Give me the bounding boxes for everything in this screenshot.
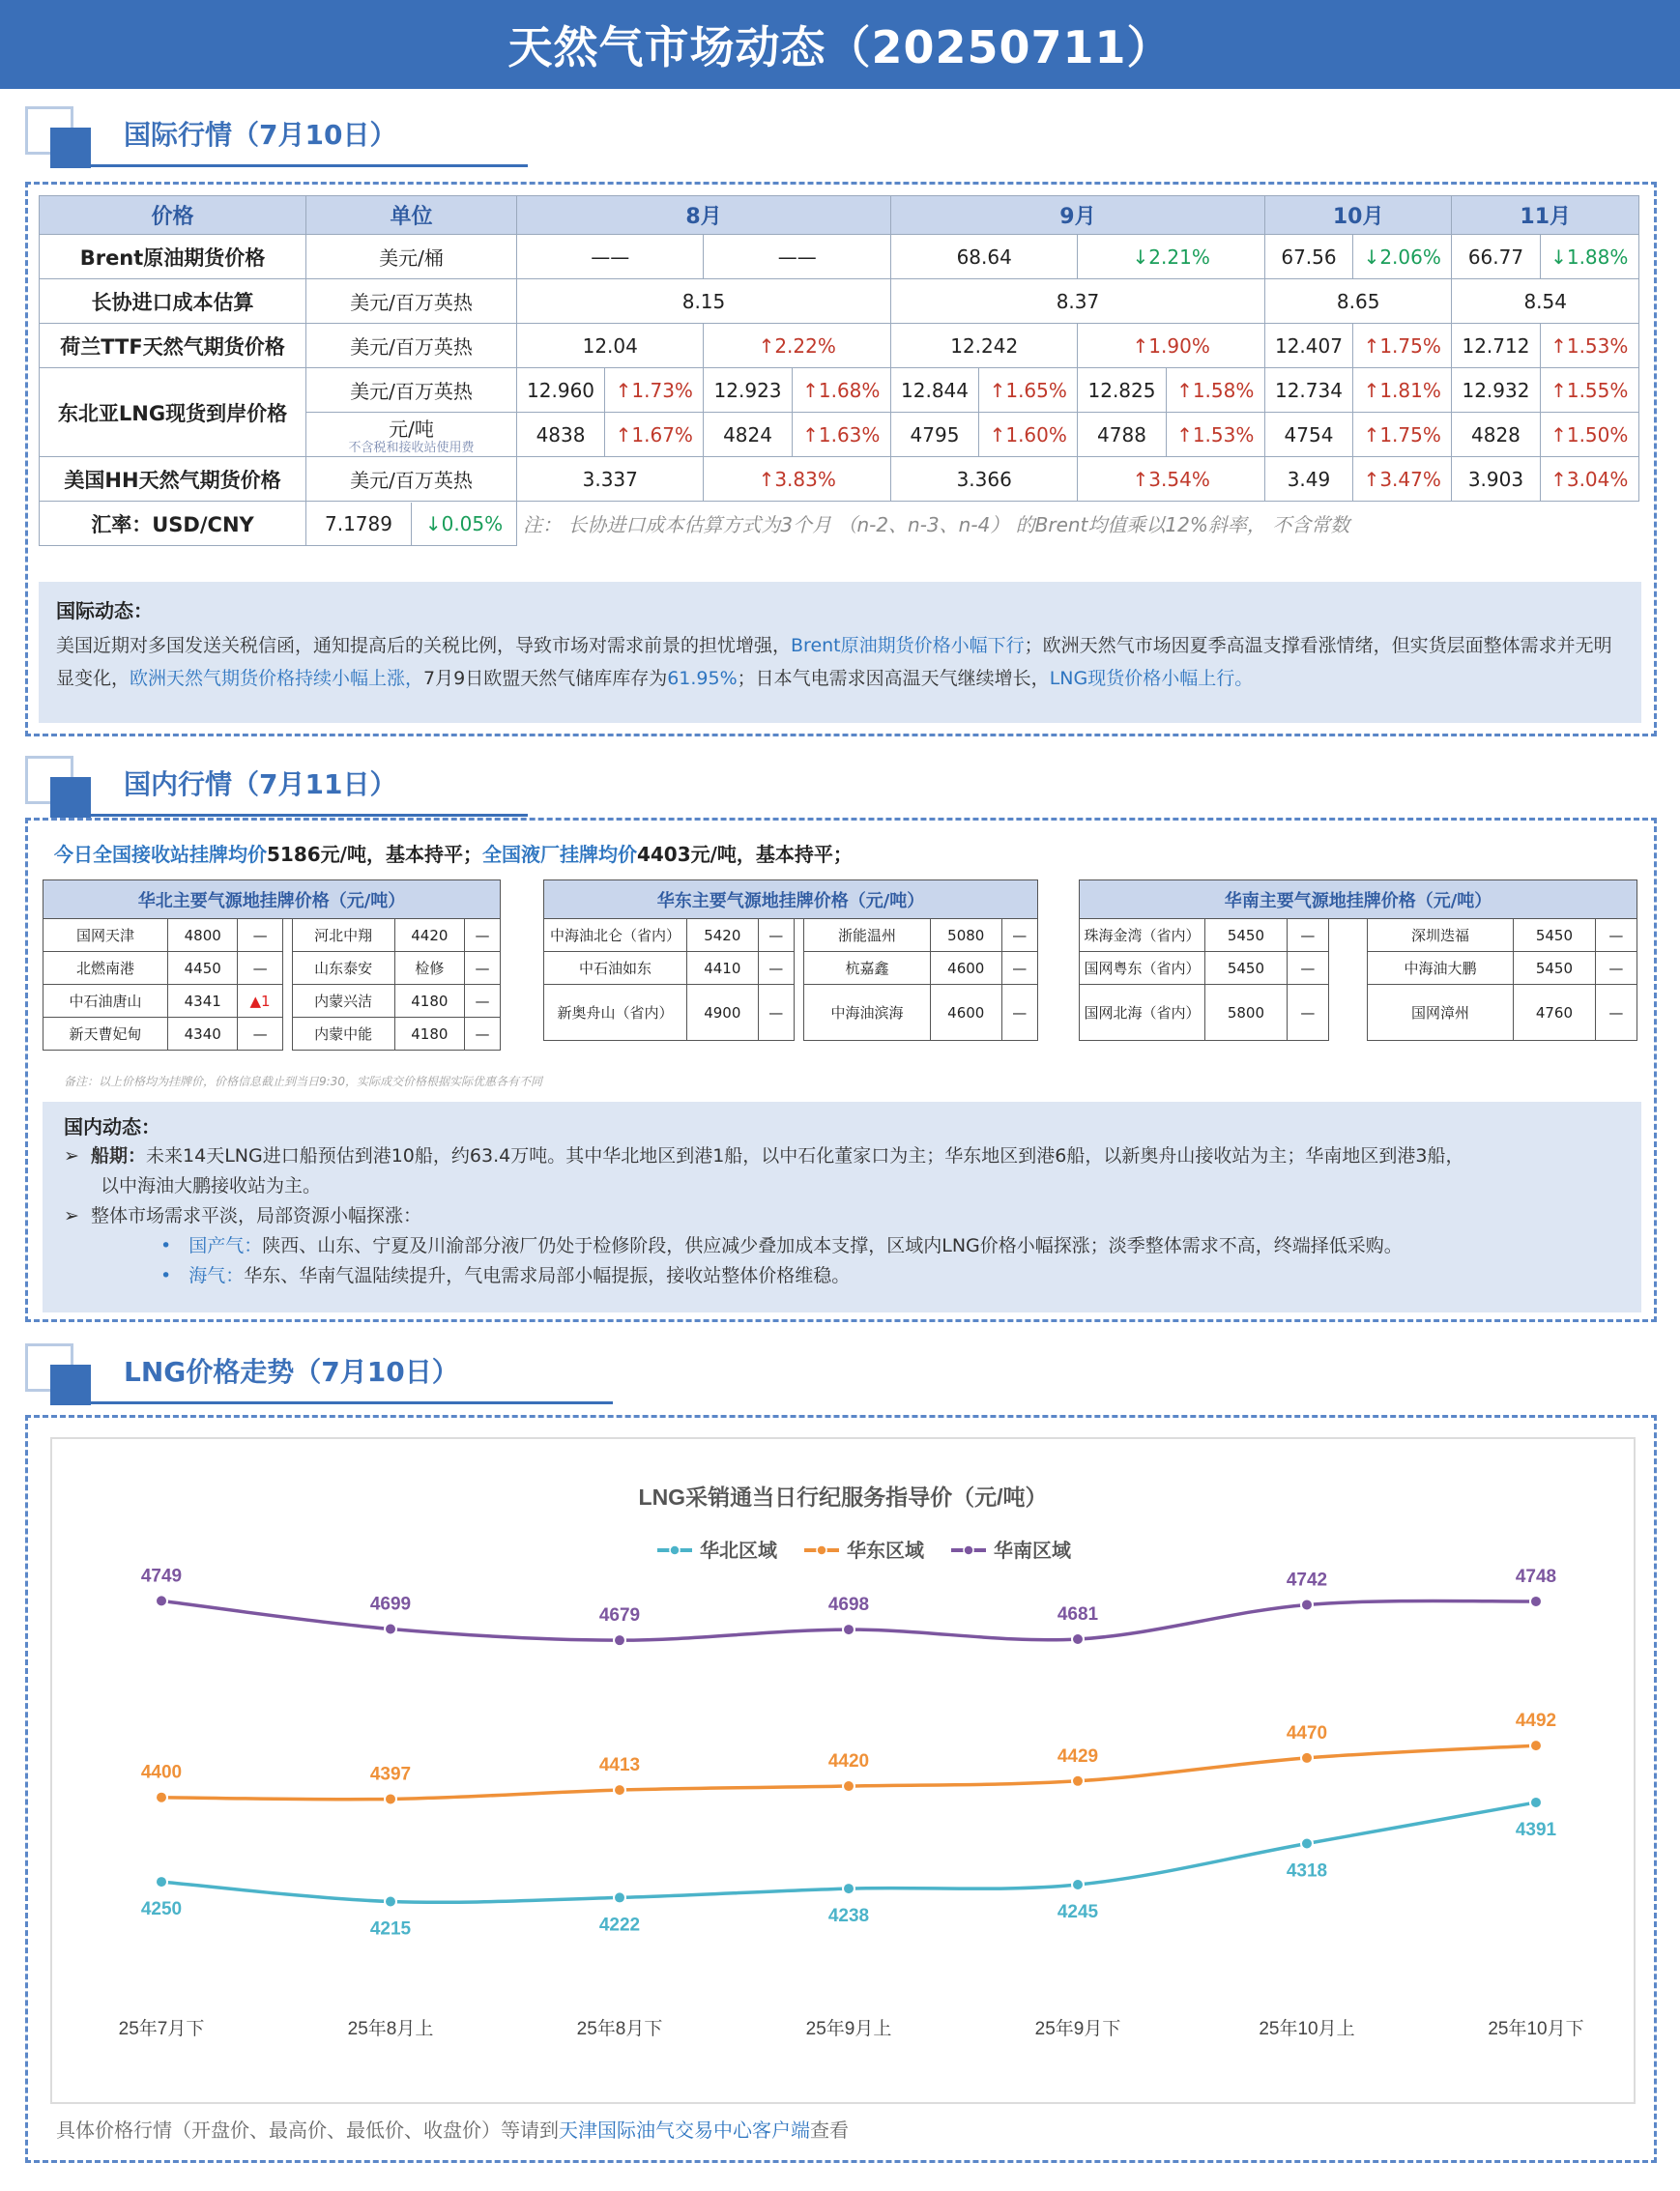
data-point <box>385 1793 396 1804</box>
data-label: 4698 <box>827 1595 870 1616</box>
data-label: 4245 <box>1057 1902 1099 1923</box>
fx-value: 7.1789 <box>306 503 412 545</box>
list-item-sea-gas: • 海气：华东、华南气温陆续提升，气电需求局部小幅提振，接收站整体价格维稳。 <box>160 1265 851 1286</box>
data-label: 4742 <box>1286 1570 1328 1591</box>
col-header-sep: 9月 <box>890 196 1264 235</box>
bottom-note: 具体价格行情（开盘价、最高价、最低价、收盘价）等请到天津国际油气交易中心客户端查看 <box>56 2119 849 2142</box>
x-tick-label: 25年9月上 <box>805 2019 892 2039</box>
table-row-lng-cny: 元/吨 不含税和接收站使用费 4838 ↑1.67% 4824 ↑1.63% 4795 ↑1.60% 4788 ↑1.53% 4754 ↑1.75% 4828 ↑1.50% <box>40 413 1639 457</box>
data-point <box>843 1883 854 1894</box>
dot-bullet-icon: • <box>160 1235 172 1256</box>
page-title-banner <box>0 0 1680 89</box>
list-item-domestic-gas: • 国产气：陕西、山东、宁夏及川渝部分液厂仍处于检修阶段，供应减少叠加成本支撑，区域内LNG价格小幅探涨；淡季整体需求不高，终端择低采购。 <box>160 1235 1403 1256</box>
domestic-dynamic-box <box>43 1102 1641 1312</box>
south-price-table <box>1079 879 1637 1041</box>
data-label: 4420 <box>827 1751 870 1773</box>
x-tick-label: 25年9月下 <box>1034 2019 1121 2039</box>
table-row: 国网北海（省内） 5800 — 国网漳州 4760 — <box>1080 985 1637 1041</box>
data-label: 4250 <box>140 1899 183 1920</box>
x-tick-label: 25年10月上 <box>1259 2019 1355 2039</box>
data-point <box>1301 1752 1313 1764</box>
legend-marker <box>964 1545 973 1555</box>
table-row: 国网天津 4800 — 河北中翔 4420 — <box>43 919 501 952</box>
section-icon-fill <box>50 128 91 168</box>
table-row-lng-usd: 东北亚LNG现货到岸价格 美元/百万英热 12.960 ↑1.73% 12.923 ↑1.68% 12.844 ↑1.65% 12.825 ↑1.58% 12.734 ↑1.81% 12.932 ↑1.55% <box>40 368 1639 413</box>
table-row-hh: 美国HH天然气期货价格 美元/百万英热 3.337 ↑3.83% 3.366 ↑3.54% 3.49 ↑3.47% 3.903 ↑3.04% <box>40 457 1639 502</box>
dot-bullet-icon: • <box>160 1265 172 1286</box>
legend-label: 华北区域 <box>700 1541 777 1562</box>
south-table-title: 华南主要气源地挂牌价格（元/吨） <box>1080 880 1637 919</box>
x-tick-label: 25年7月下 <box>118 2019 205 2039</box>
data-label: 4391 <box>1515 1819 1557 1840</box>
data-label: 4470 <box>1286 1722 1328 1744</box>
data-point <box>156 1876 167 1888</box>
data-point <box>843 1624 854 1635</box>
data-label: 4429 <box>1057 1745 1099 1767</box>
table-row: 珠海金湾（省内） 5450 — 深圳迭福 5450 — <box>1080 919 1637 952</box>
data-point <box>1530 1740 1542 1751</box>
data-label: 4238 <box>827 1906 870 1927</box>
data-point <box>614 1784 625 1796</box>
table-row: 中石油唐山 4341 ▲1 内蒙兴洁 4180 — <box>43 985 501 1018</box>
data-point <box>1072 1879 1084 1890</box>
east-table-title: 华东主要气源地挂牌价格（元/吨） <box>544 880 1038 919</box>
list-item-ship-cont: 以中海油大鹏接收站为主。 <box>101 1175 322 1196</box>
data-point <box>1530 1797 1542 1808</box>
section-title-intl: 国际行情（7月10日） <box>124 119 397 151</box>
domestic-dynamic-title: 国内动态： <box>64 1115 160 1139</box>
table-row-brent: Brent原油期货价格 美元/桶 —— —— 68.64 ↓2.21% 67.56 ↓2.06% 66.77 ↓1.88% <box>40 235 1639 279</box>
data-point <box>156 1595 167 1606</box>
data-label: 4749 <box>140 1566 183 1587</box>
data-label: 4748 <box>1515 1566 1557 1587</box>
section-underline <box>91 164 528 167</box>
col-header-aug: 8月 <box>517 196 891 235</box>
data-point <box>385 1624 396 1635</box>
intl-dynamic-box <box>39 582 1641 723</box>
legend-label: 华南区域 <box>994 1541 1071 1562</box>
data-label: 4681 <box>1057 1603 1099 1625</box>
data-label: 4318 <box>1286 1860 1328 1882</box>
data-point <box>1301 1599 1313 1610</box>
data-point <box>843 1780 854 1792</box>
legend-marker <box>817 1545 826 1555</box>
col-header-nov: 11月 <box>1452 196 1639 235</box>
table-row: 北燃南港 4450 — 山东泰安 检修 — <box>43 952 501 985</box>
col-header-price: 价格 <box>40 196 306 235</box>
data-point <box>1301 1837 1313 1849</box>
data-label: 4679 <box>598 1605 641 1627</box>
intl-dynamic-text: 美国近期对多国发送关税信函，通知提高后的关税比例，导致市场对需求前景的担忧增强，Brent原油期货价格小幅下行；欧洲天然气市场因夏季高温支撑看涨情绪，但实货层面整体需求并无明显变化，欧洲天然气期货价格持续小幅上涨，7月9日欧盟天然气储库库存为61.95%；日本气电需求因高温天气继续增长，LNG现货价格小幅上行。 <box>56 635 1612 689</box>
data-point <box>1530 1596 1542 1607</box>
section-icon-fill <box>50 1365 91 1405</box>
lng-price-chart <box>50 1437 1636 2104</box>
client-link[interactable]: 天津国际油气交易中心客户端 <box>559 2119 810 2142</box>
data-label: 4215 <box>369 1918 412 1940</box>
table-row: 国网粤东（省内） 5450 — 中海油大鹏 5450 — <box>1080 952 1637 985</box>
data-point <box>614 1634 625 1646</box>
x-tick-label: 25年10月下 <box>1488 2019 1584 2039</box>
section-title-lng-trend: LNG价格走势（7月10日） <box>124 1356 459 1388</box>
section-header-lng-trend <box>25 1343 547 1411</box>
table-row: 新奥舟山（省内） 4900 — 中海油滨海 4600 — <box>544 985 1038 1041</box>
table-row-fx: 汇率：USD/CNY 7.1789 ↓0.05% 注： 长协进口成本估算方式为3个月 （n-2、n-3、n-4） 的Brent均值乘以12%斜率， 不含常数 <box>40 502 1639 546</box>
table-row: 中海油北仑（省内） 5420 — 浙能温州 5080 — <box>544 919 1038 952</box>
unit-cny-cell: 元/吨 不含税和接收站使用费 <box>306 413 517 457</box>
unit-note: 不含税和接收站使用费 <box>348 441 475 455</box>
east-price-table <box>543 879 1038 1041</box>
section-title-domestic: 国内行情（7月11日） <box>124 768 397 800</box>
domestic-footnote: 备注：以上价格均为挂牌价，价格信息截止到当日9:30，实际成交价格根据实际优惠各有不同 <box>64 1075 542 1088</box>
table-row-changxie: 长协进口成本估算 美元/百万英热 8.15 8.37 8.65 8.54 <box>40 279 1639 324</box>
col-header-oct: 10月 <box>1264 196 1451 235</box>
north-price-table <box>43 879 501 1051</box>
data-label: 4492 <box>1515 1711 1557 1732</box>
data-label: 4222 <box>598 1915 641 1936</box>
data-point <box>614 1891 625 1903</box>
arrow-bullet-icon: ➢ <box>64 1145 91 1167</box>
list-item-ship: ➢ 船期：未来14天LNG进口船预估到港10船，约63.4万吨。其中华北地区到港1船，以中石化董家口为主；华东地区到港6船，以新奥舟山接收站为主；华南地区到港3船， <box>64 1145 1464 1167</box>
chart-title: LNG采销通当日行纪服务指导价（元/吨） <box>638 1485 1048 1510</box>
legend-marker <box>670 1545 680 1555</box>
data-label: 4699 <box>369 1594 412 1615</box>
section-header-domestic <box>25 756 547 823</box>
page-title: 天然气市场动态（20250711） <box>507 21 1173 73</box>
intl-note: 注： 长协进口成本估算方式为3个月 （n-2、n-3、n-4） 的Brent均值乘以12%斜率， 不含常数 <box>523 513 1350 537</box>
legend-label: 华东区域 <box>847 1541 924 1562</box>
domestic-summary: 今日全国接收站挂牌均价5186元/吨，基本持平；全国液厂挂牌均价4403元/吨，基本持平； <box>54 843 853 866</box>
data-point <box>1072 1633 1084 1645</box>
table-row-ttf: 荷兰TTF天然气期货价格 美元/百万英热 12.04 ↑2.22% 12.242 ↑1.90% 12.407 ↑1.75% 12.712 ↑1.53% <box>40 324 1639 368</box>
intl-dynamic-title: 国际动态： <box>56 599 153 622</box>
col-header-unit: 单位 <box>306 196 517 235</box>
intl-price-table <box>39 195 1639 546</box>
x-tick-label: 25年8月上 <box>347 2019 434 2039</box>
fx-change: ↓0.05% <box>424 511 504 535</box>
data-point <box>156 1792 167 1803</box>
list-item-market: ➢ 整体市场需求平淡，局部资源小幅探涨： <box>64 1205 422 1226</box>
north-table-title: 华北主要气源地挂牌价格（元/吨） <box>43 880 501 919</box>
data-point <box>1072 1775 1084 1787</box>
section-icon-fill <box>50 777 91 818</box>
table-row: 新天曹妃甸 4340 — 内蒙中能 4180 — <box>43 1018 501 1051</box>
table-row: 中石油如东 4410 — 杭嘉鑫 4600 — <box>544 952 1038 985</box>
arrow-bullet-icon: ➢ <box>64 1205 91 1226</box>
data-point <box>385 1895 396 1907</box>
data-label: 4413 <box>598 1755 641 1776</box>
section-header-intl <box>25 106 547 174</box>
section-underline <box>91 814 528 817</box>
data-label: 4400 <box>140 1762 183 1783</box>
section-underline <box>91 1401 613 1404</box>
data-label: 4397 <box>369 1764 412 1785</box>
x-tick-label: 25年8月下 <box>576 2019 663 2039</box>
